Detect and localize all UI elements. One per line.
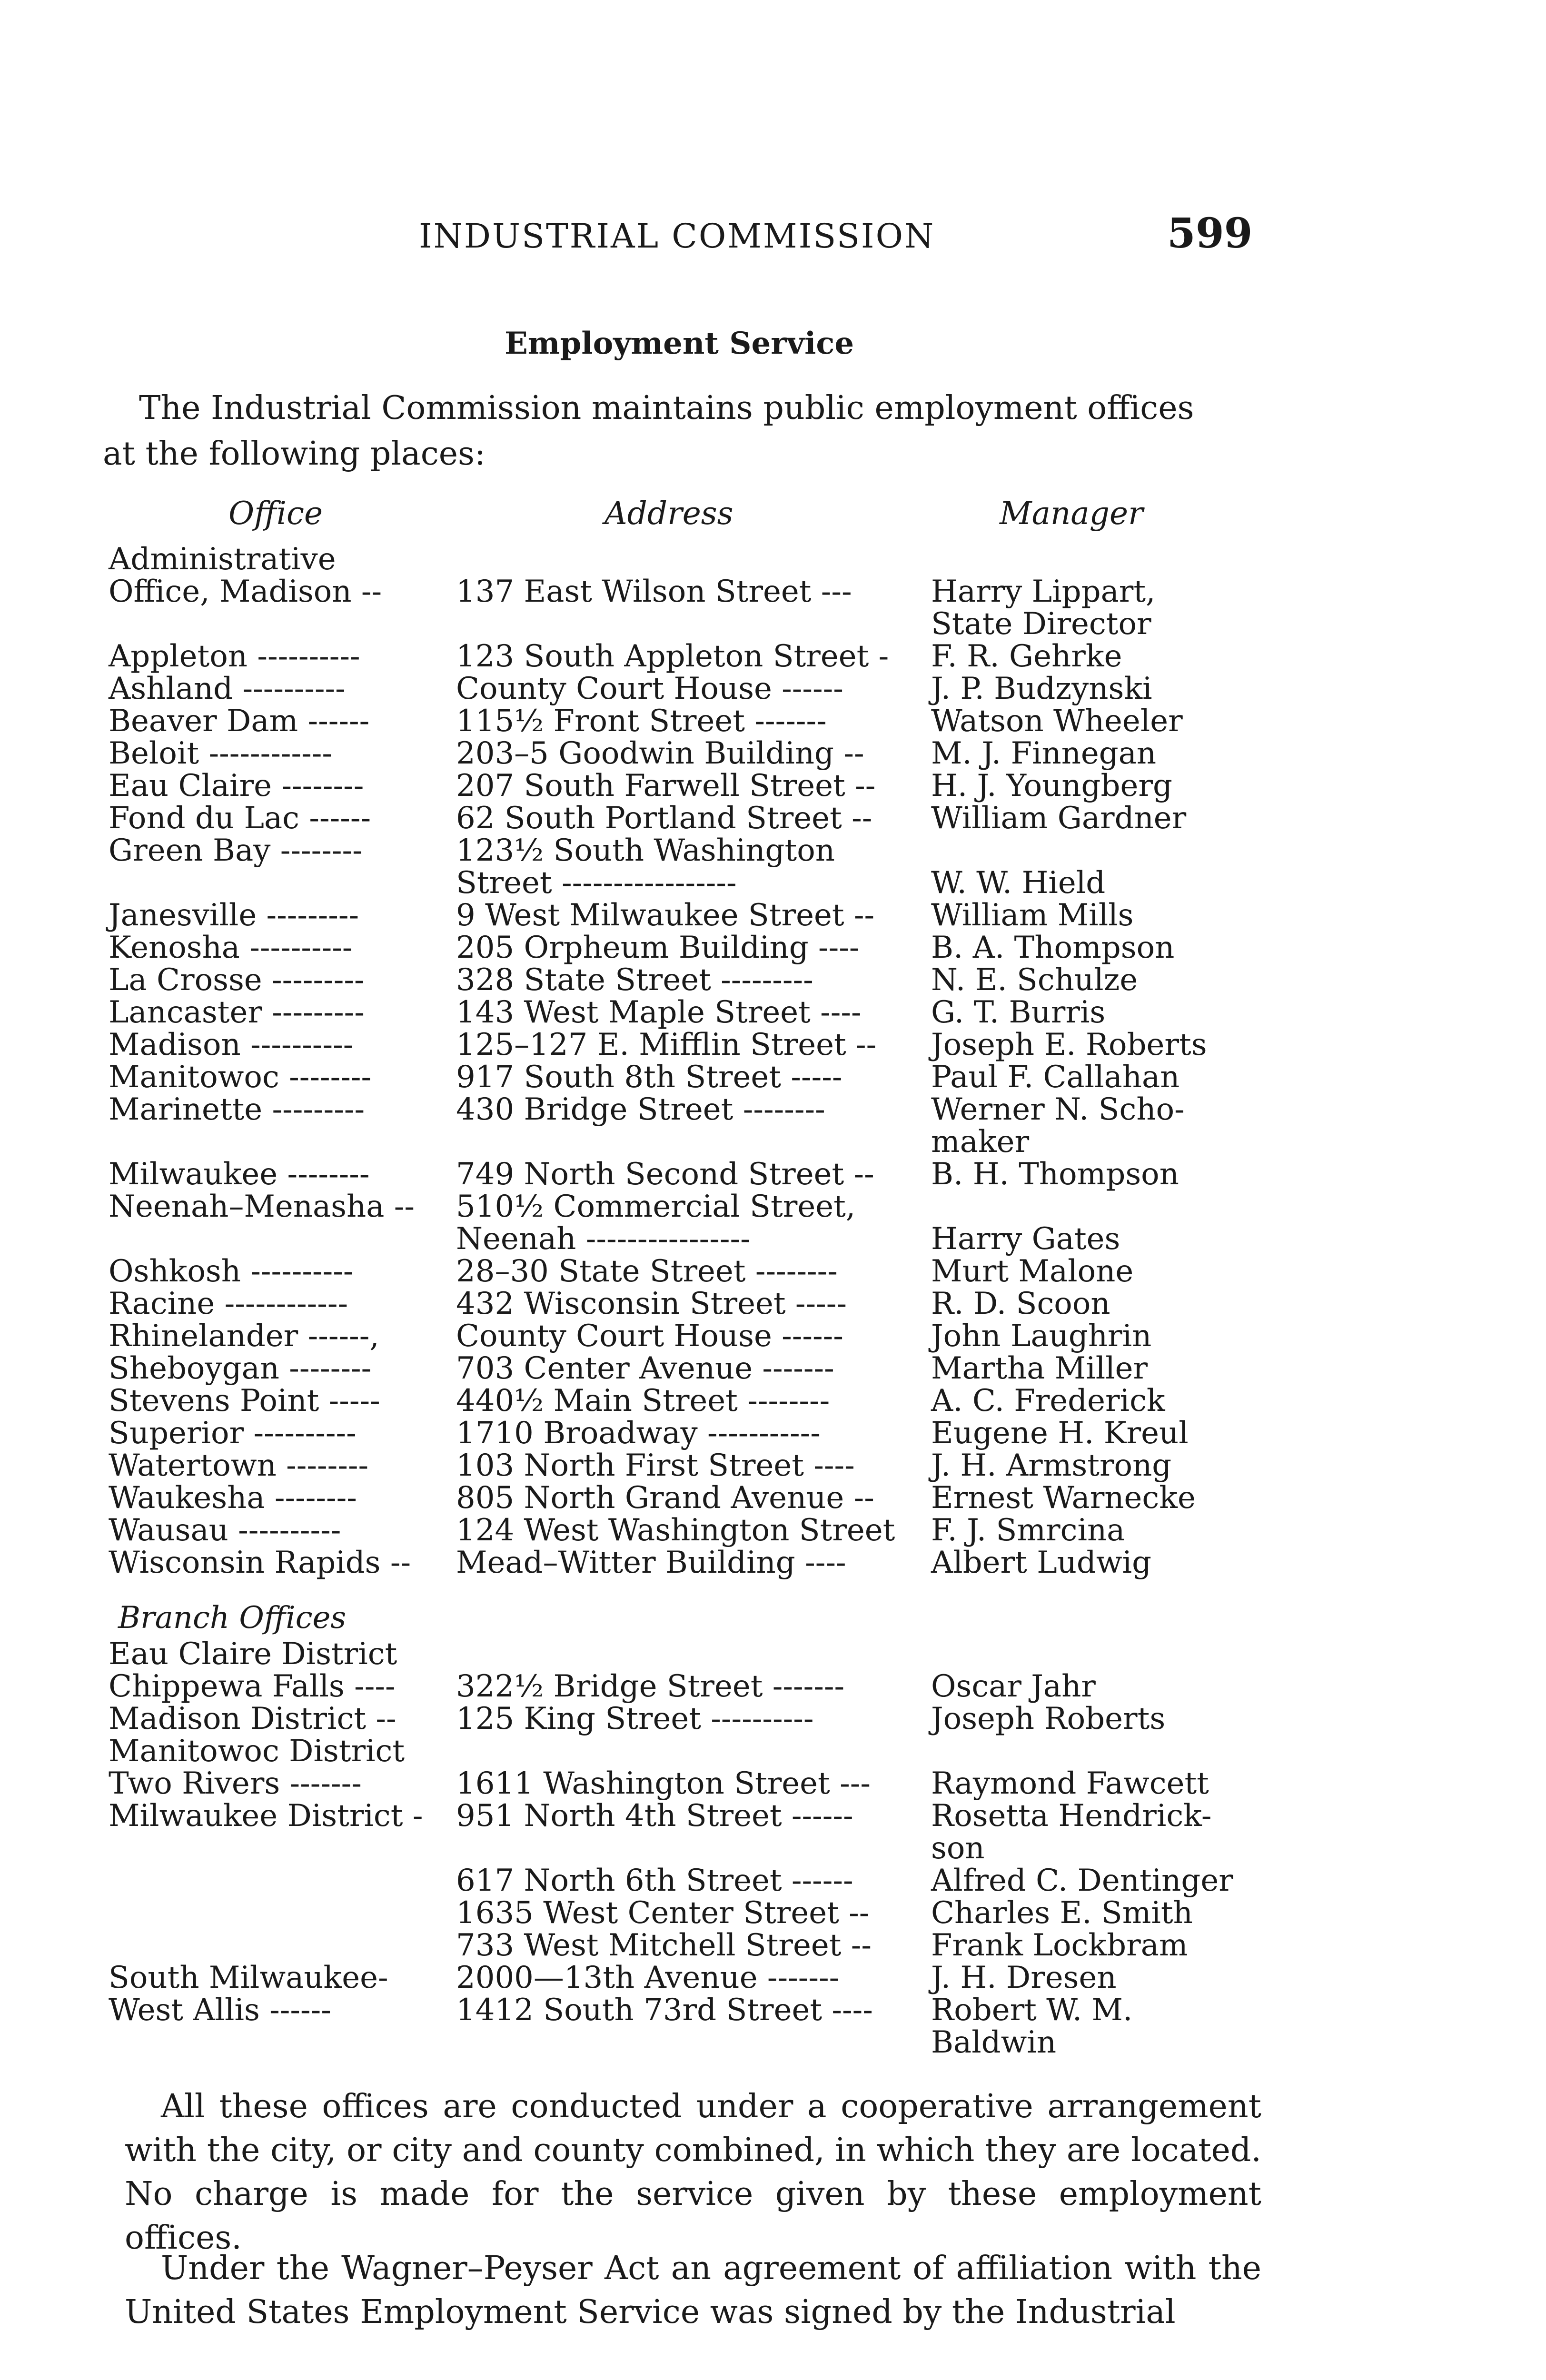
address-cell: 205 Orpheum Building ---- [456, 930, 860, 965]
page-number: 599 [1167, 209, 1253, 258]
manager-cell: Oscar Jahr [931, 1669, 1096, 1704]
section-title: Employment Service [505, 326, 854, 361]
address-cell: County Court House ------ [456, 1319, 843, 1354]
address-cell: 328 State Street --------- [456, 962, 813, 998]
manager-cell: F. J. Smrcina [931, 1513, 1125, 1548]
manager-cell: Eugene H. Kreul [931, 1416, 1189, 1451]
address-cell: 1611 Washington Street --- [456, 1766, 871, 1801]
address-cell: Mead–Witter Building ---- [456, 1545, 846, 1580]
address-cell: 9 West Milwaukee Street -- [456, 898, 875, 933]
manager-cell: M. J. Finnegan [931, 736, 1157, 771]
office-cell: Stevens Point ----- [109, 1383, 380, 1418]
address-cell: County Court House ------ [456, 671, 843, 706]
manager-cell: Harry Lippart, [931, 574, 1156, 609]
manager-cell: Robert W. M. [931, 1993, 1133, 2028]
office-cell: Kenosha ---------- [109, 930, 353, 965]
address-cell: 124 West Washington Street [456, 1513, 895, 1548]
address-cell: 951 North 4th Street ------ [456, 1798, 853, 1834]
office-cell: Oshkosh ---------- [109, 1254, 354, 1289]
manager-cell: J. H. Armstrong [931, 1448, 1172, 1483]
column-header-office: Office [228, 495, 323, 532]
address-cell: 125–127 E. Mifflin Street -- [456, 1027, 877, 1062]
address-cell: 749 North Second Street -- [456, 1157, 874, 1192]
office-cell: Office, Madison -- [109, 574, 382, 609]
office-cell: Rhinelander ------, [109, 1319, 379, 1354]
manager-cell: William Mills [931, 898, 1134, 933]
manager-cell: Albert Ludwig [931, 1545, 1152, 1580]
office-cell: Marinette --------- [109, 1092, 365, 1127]
manager-cell: Raymond Fawcett [931, 1766, 1209, 1801]
address-cell: 430 Bridge Street -------- [456, 1092, 825, 1127]
manager-cell: Joseph E. Roberts [931, 1027, 1207, 1062]
office-cell: Racine ------------ [109, 1286, 348, 1321]
address-cell: 917 South 8th Street ----- [456, 1060, 842, 1095]
address-cell: 103 North First Street ---- [456, 1448, 855, 1483]
manager-cell: G. T. Burris [931, 995, 1106, 1030]
address-cell: 143 West Maple Street ---- [456, 995, 862, 1030]
office-cell: Madison ---------- [109, 1027, 354, 1062]
office-cell: Watertown -------- [109, 1448, 369, 1483]
address-cell: 617 North 6th Street ------ [456, 1863, 853, 1898]
manager-cell: Frank Lockbram [931, 1928, 1188, 1963]
manager-cell: Martha Miller [931, 1351, 1148, 1386]
manager-cell: State Director [931, 606, 1151, 642]
manager-cell: R. D. Scoon [931, 1286, 1110, 1321]
office-cell: Wisconsin Rapids -- [109, 1545, 411, 1580]
address-cell: 805 North Grand Avenue -- [456, 1480, 874, 1516]
address-cell: 115½ Front Street ------- [456, 704, 827, 739]
manager-cell: maker [931, 1124, 1030, 1160]
address-cell: 2000—13th Avenue ------- [456, 1960, 840, 1995]
address-cell: 28–30 State Street -------- [456, 1254, 838, 1289]
branch-offices-label: Branch Offices [118, 1600, 347, 1636]
manager-cell: Baldwin [931, 2025, 1057, 2060]
address-cell: 125 King Street ---------- [456, 1701, 814, 1736]
office-cell: Wausau ---------- [109, 1513, 341, 1548]
office-cell: Beloit ------------ [109, 736, 332, 771]
paragraph-wagner-peyser: Under the Wagner–Peyser Act an agreement of affiliation with the United States Employment Service was signed by the Industrial [125, 2250, 1261, 2331]
office-cell: Two Rivers ------- [109, 1766, 362, 1801]
manager-cell: William Gardner [931, 801, 1187, 836]
office-cell: Waukesha -------- [109, 1480, 357, 1516]
manager-cell: H. J. Youngberg [931, 768, 1172, 803]
address-cell: 432 Wisconsin Street ----- [456, 1286, 847, 1321]
manager-cell: Charles E. Smith [931, 1895, 1193, 1931]
address-cell: Neenah ---------------- [456, 1221, 751, 1257]
paragraph-cooperative-arrangement: All these offices are conducted under a cooperative arrangement with the city, or city and county combined, in which they are located. No charge is made for the service given by these employment offices. [125, 2088, 1261, 2257]
office-cell: Administrative [109, 542, 336, 577]
manager-cell: N. E. Schulze [931, 962, 1138, 998]
manager-cell: B. A. Thompson [931, 930, 1175, 965]
address-cell: 322½ Bridge Street ------- [456, 1669, 845, 1704]
manager-cell: Harry Gates [931, 1221, 1120, 1257]
office-cell: Green Bay -------- [109, 833, 363, 868]
office-cell: Superior ---------- [109, 1416, 357, 1451]
office-cell: Madison District -- [109, 1701, 396, 1736]
address-cell: 123 South Appleton Street - [456, 639, 889, 674]
office-cell: Janesville --------- [109, 898, 359, 933]
manager-cell: A. C. Frederick [931, 1383, 1165, 1418]
office-cell: Chippewa Falls ---- [109, 1669, 396, 1704]
address-cell: 123½ South Washington [456, 833, 835, 868]
address-cell: 203–5 Goodwin Building -- [456, 736, 864, 771]
address-cell: 1635 West Center Street -- [456, 1895, 870, 1931]
manager-cell: Joseph Roberts [931, 1701, 1166, 1736]
manager-cell: F. R. Gehrke [931, 639, 1122, 674]
office-cell: Neenah–Menasha -- [109, 1189, 415, 1224]
intro-paragraph: The Industrial Commission maintains public employment offices at the following places: [103, 389, 1194, 473]
column-header-manager: Manager [1000, 495, 1143, 532]
column-header-address: Address [605, 495, 733, 532]
address-cell: 733 West Mitchell Street -- [456, 1928, 872, 1963]
address-cell: 207 South Farwell Street -- [456, 768, 876, 803]
address-cell: 510½ Commercial Street, [456, 1189, 856, 1224]
manager-cell: J. P. Budzynski [931, 671, 1152, 706]
office-cell: Eau Claire -------- [109, 768, 364, 803]
manager-cell: W. W. Hield [931, 865, 1106, 901]
office-cell: Milwaukee -------- [109, 1157, 370, 1192]
address-cell: 1412 South 73rd Street ---- [456, 1993, 873, 2028]
manager-cell: John Laughrin [931, 1319, 1152, 1354]
manager-cell: son [931, 1831, 985, 1866]
office-cell: Manitowoc -------- [109, 1060, 372, 1095]
address-cell: 137 East Wilson Street --- [456, 574, 852, 609]
address-cell: 62 South Portland Street -- [456, 801, 872, 836]
manager-cell: B. H. Thompson [931, 1157, 1179, 1192]
address-cell: Street ----------------- [456, 865, 737, 901]
office-cell: Lancaster --------- [109, 995, 365, 1030]
running-title: INDUSTRIAL COMMISSION [419, 217, 935, 256]
manager-cell: J. H. Dresen [931, 1960, 1117, 1995]
office-cell: La Crosse --------- [109, 962, 365, 998]
office-cell: South Milwaukee- [109, 1960, 388, 1995]
address-cell: 440½ Main Street -------- [456, 1383, 830, 1418]
office-cell: Sheboygan -------- [109, 1351, 372, 1386]
office-cell: Ashland ---------- [109, 671, 346, 706]
office-cell: Fond du Lac ------ [109, 801, 371, 836]
manager-cell: Werner N. Scho- [931, 1092, 1185, 1127]
office-cell: Milwaukee District - [109, 1798, 423, 1834]
address-cell: 1710 Broadway ----------- [456, 1416, 821, 1451]
office-cell: Eau Claire District [109, 1636, 397, 1672]
manager-cell: Rosetta Hendrick- [931, 1798, 1212, 1834]
manager-cell: Alfred C. Dentinger [931, 1863, 1233, 1898]
office-cell: Beaver Dam ------ [109, 704, 370, 739]
manager-cell: Paul F. Callahan [931, 1060, 1180, 1095]
office-cell: Appleton ---------- [109, 639, 360, 674]
address-cell: 703 Center Avenue ------- [456, 1351, 834, 1386]
office-cell: West Allis ------ [109, 1993, 331, 2028]
office-cell: Manitowoc District [109, 1734, 405, 1769]
manager-cell: Ernest Warnecke [931, 1480, 1196, 1516]
manager-cell: Murt Malone [931, 1254, 1134, 1289]
manager-cell: Watson Wheeler [931, 704, 1183, 739]
